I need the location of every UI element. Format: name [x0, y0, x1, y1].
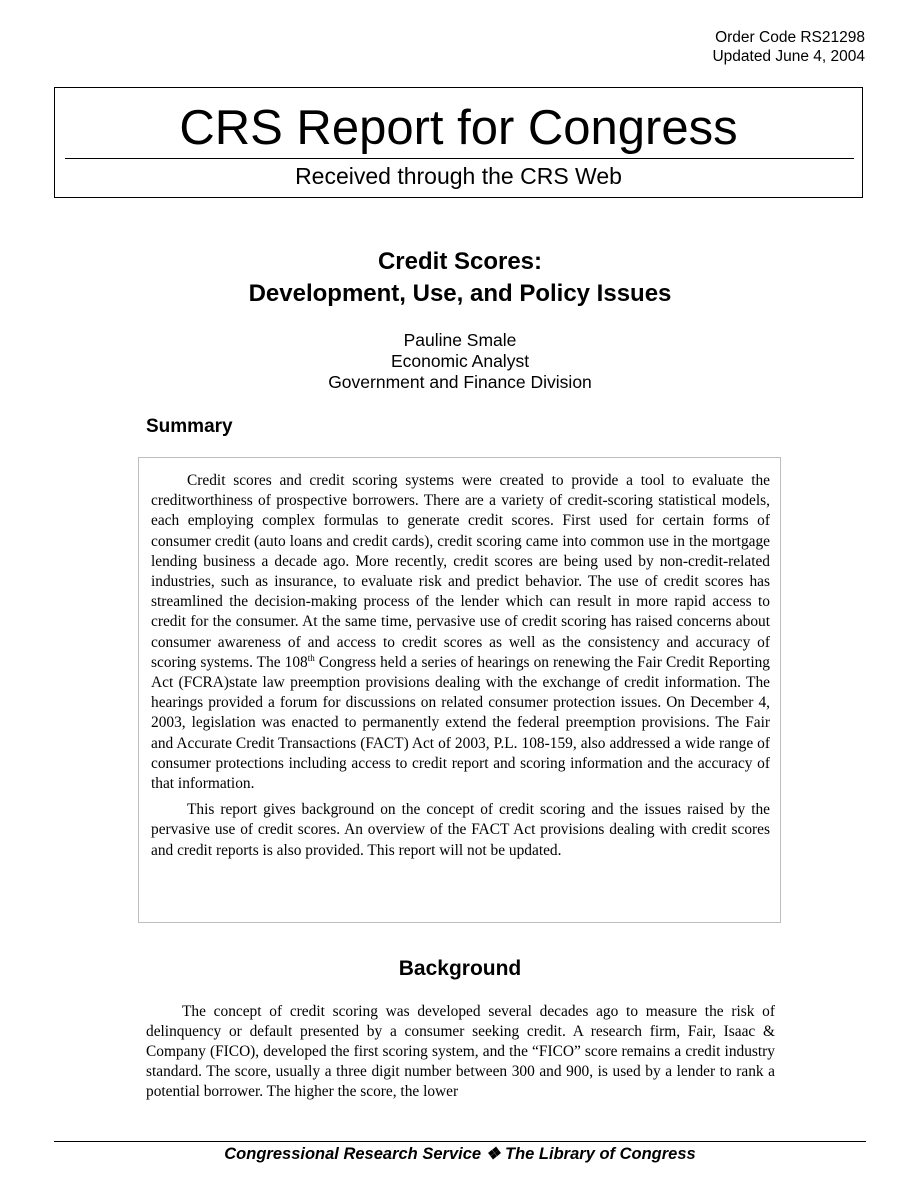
document-title-line-1: Credit Scores:: [377, 248, 543, 275]
author-division: Government and Finance Division: [328, 372, 592, 392]
summary-paragraph-2: This report gives background on the concept of credit scoring and the issues raised by the pervasive use of credit scores. An overview of the FACT Act provisions dealing with credit scores and credit reports is also provided. This report will not be updated.: [151, 801, 770, 859]
summary-paragraph-1: [151, 471, 770, 794]
report-banner-subtitle: Received through the CRS Web: [295, 163, 622, 189]
updated-date: Updated June 4, 2004: [712, 48, 865, 65]
ordinal-superscript: th: [307, 652, 315, 663]
summary-p1-text-b: Congress held a series of hearings on renewing the Fair Credit Reporting Act (FCRA)state law preemption provisions dealing with the exchange of credit information. The hearings provided a forum for discussions on related consumer protection issues. On December 4, 2003, legislation was enacted to permanently extend the federal preemption provisions. The Fair and Accurate Credit Transactions (FACT) Act of 2003, P.L. 108-159, also addressed a wide range of consumer protections including access to credit report and scoring information and the accuracy of that information.: [151, 653, 770, 793]
footer-text: Congressional Research Service ❖ The Library of Congress: [224, 1145, 696, 1163]
author-block: [0, 330, 920, 393]
background-heading: Background: [398, 957, 522, 980]
background-section: [146, 1002, 775, 1102]
author-name: Pauline Smale: [403, 330, 517, 350]
footer-divider: [54, 1141, 866, 1142]
report-banner-title: CRS Report for Congress: [179, 101, 738, 155]
summary-heading: Summary: [146, 416, 233, 437]
report-header-box: [54, 87, 863, 198]
document-title-line-2: Development, Use, and Policy Issues: [248, 280, 672, 307]
document-title: [0, 246, 920, 310]
summary-box: [138, 457, 781, 923]
background-paragraph-1: The concept of credit scoring was developed several decades ago to measure the risk of delinquency or default presented by a consumer seeking credit. A research firm, Fair, Isaac & Company (FICO), developed the first scoring system, and the “FICO” score remains a credit industry standard. The score, usually a three digit number between 300 and 900, is used by a lender to rank a potential borrower. The higher the score, the lower: [146, 1003, 775, 1101]
author-title: Economic Analyst: [390, 351, 530, 371]
order-code: Order Code RS21298: [715, 29, 865, 46]
header-divider: [65, 158, 854, 159]
summary-p1-text-a: Credit scores and credit scoring systems were created to provide a tool to evaluate the creditworthiness of prospective borrowers. There are a variety of credit-scoring statistical models, each employing complex formulas to generate credit scores. First used for certain forms of consumer credit (auto loans and credit cards), credit scoring came into common use in the mortgage lending business a decade ago. More recently, credit scores are being used by non-credit-related industries, such as insurance, to evaluate risk and predict behavior. The use of credit scores has streamlined the decision-making process of the lender which can result in more rapid access to credit for the consumer. At the same time, pervasive use of credit scoring has raised concerns about consumer awareness of and access to credit scores as well as the consistency and accuracy of scoring systems. The 108: [151, 472, 770, 671]
order-info: [712, 28, 865, 66]
